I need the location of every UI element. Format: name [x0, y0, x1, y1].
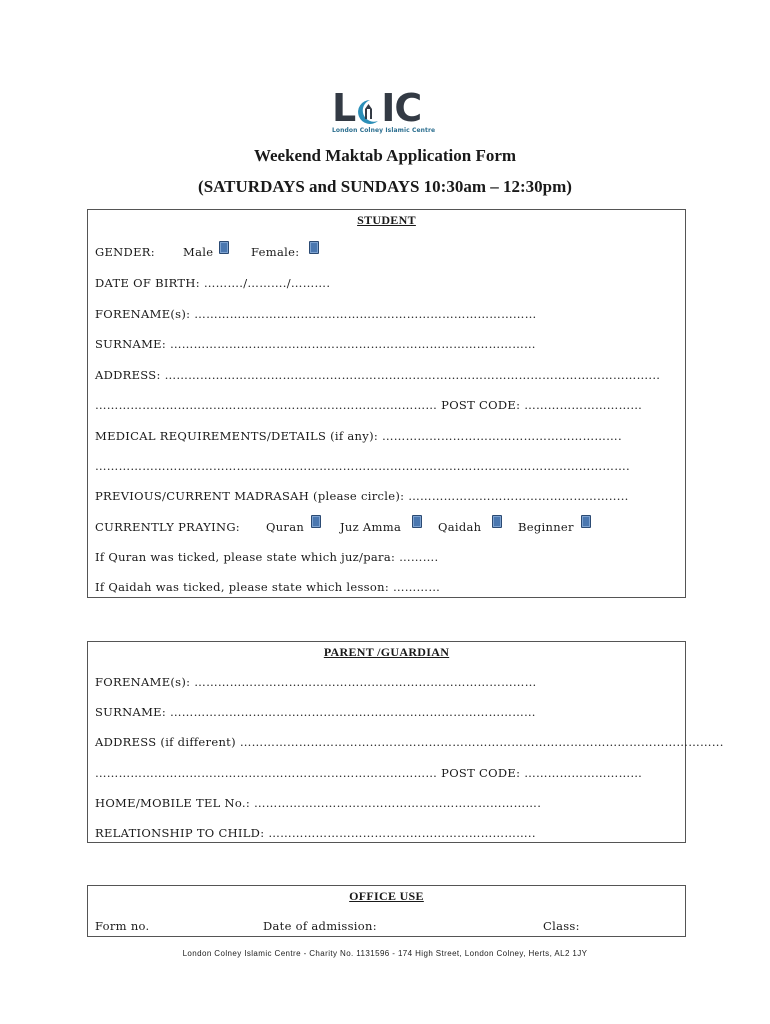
parent-address-field[interactable]: ADDRESS (if different) …………………………………………………………………………………………………………...: [95, 735, 724, 749]
date-admission-label: Date of admission:: [263, 919, 377, 933]
beginner-label: Beginner: [518, 520, 574, 534]
male-label: Male: [183, 245, 214, 259]
footer-charity-info: London Colney Islamic Centre - Charity No. 1131596 - 174 High Street, London Colney, Herts, AL2 1JY: [182, 949, 588, 958]
dob-field[interactable]: DATE OF BIRTH: ………./………./……….: [95, 276, 331, 290]
student-address-field[interactable]: ADDRESS: ……………………………………………………………………………………………………………...: [95, 368, 661, 382]
qaidah-checkbox[interactable]: [492, 515, 502, 530]
student-address-postcode-field[interactable]: …………………………………………………………………………… POST CODE: …………………………: [95, 398, 643, 412]
student-surname-field[interactable]: SURNAME: …………………………………………………………………………………: [95, 337, 536, 351]
student-heading: STUDENT: [357, 213, 416, 227]
juz-amma-label: Juz Amma: [340, 520, 402, 534]
gender-label: GENDER:: [95, 245, 155, 259]
quran-note-field[interactable]: If Quran was ticked, please state which juz/para: ……….: [95, 550, 439, 564]
parent-section: [87, 641, 724, 843]
female-checkbox[interactable]: [309, 241, 319, 256]
form-no-label: Form no.: [95, 919, 150, 933]
juz-amma-checkbox[interactable]: [412, 515, 422, 530]
form-title: Weekend Maktab Application Form: [253, 146, 517, 165]
parent-forename-field[interactable]: FORENAME(s): ……………………………………………………………………………: [95, 675, 537, 689]
parent-heading: PARENT /GUARDIAN: [323, 645, 450, 659]
qaidah-label: Qaidah: [438, 520, 482, 534]
logo-lettering: L IC: [332, 86, 422, 130]
gender-row: [95, 245, 155, 259]
parent-surname-field[interactable]: SURNAME: …………………………………………………………………………………: [95, 705, 536, 719]
medical-continued-field[interactable]: ……………………………………………………………………………………………………………………….: [95, 459, 630, 473]
praying-label: CURRENTLY PRAYING:: [95, 520, 240, 534]
parent-address-postcode-field[interactable]: …………………………………………………………………………… POST CODE: …………………………: [95, 766, 643, 780]
medical-field[interactable]: MEDICAL REQUIREMENTS/DETAILS (if any): …………………………………………………….: [95, 429, 622, 443]
qaidah-note-field[interactable]: If Qaidah was ticked, please state which lesson: …………: [95, 580, 441, 594]
form-subtitle: (SATURDAYS and SUNDAYS 10:30am – 12:30pm): [198, 177, 572, 196]
logo-subtitle: London Colney Islamic Centre: [332, 127, 436, 134]
beginner-checkbox[interactable]: [581, 515, 591, 530]
lcic-logo: [332, 86, 442, 134]
male-checkbox[interactable]: [219, 241, 229, 256]
class-label: Class:: [543, 919, 580, 933]
office-heading: OFFICE USE: [349, 889, 424, 903]
quran-checkbox[interactable]: [311, 515, 321, 530]
student-forename-field[interactable]: FORENAME(s): ……………………………………………………………………………: [95, 307, 537, 321]
student-section: [87, 209, 686, 598]
office-use-section: [87, 885, 686, 937]
crescent-moon-icon: [356, 96, 380, 126]
quran-label: Quran: [266, 520, 305, 534]
tel-field[interactable]: HOME/MOBILE TEL No.: ……………………………………………………………….: [95, 796, 542, 810]
relationship-field[interactable]: RELATIONSHIP TO CHILD: …………………………………………………………..: [95, 826, 536, 840]
female-label: Female:: [251, 245, 300, 259]
previous-madrasah-field[interactable]: PREVIOUS/CURRENT MADRASAH (please circle): …………………………………………….....: [95, 489, 629, 503]
